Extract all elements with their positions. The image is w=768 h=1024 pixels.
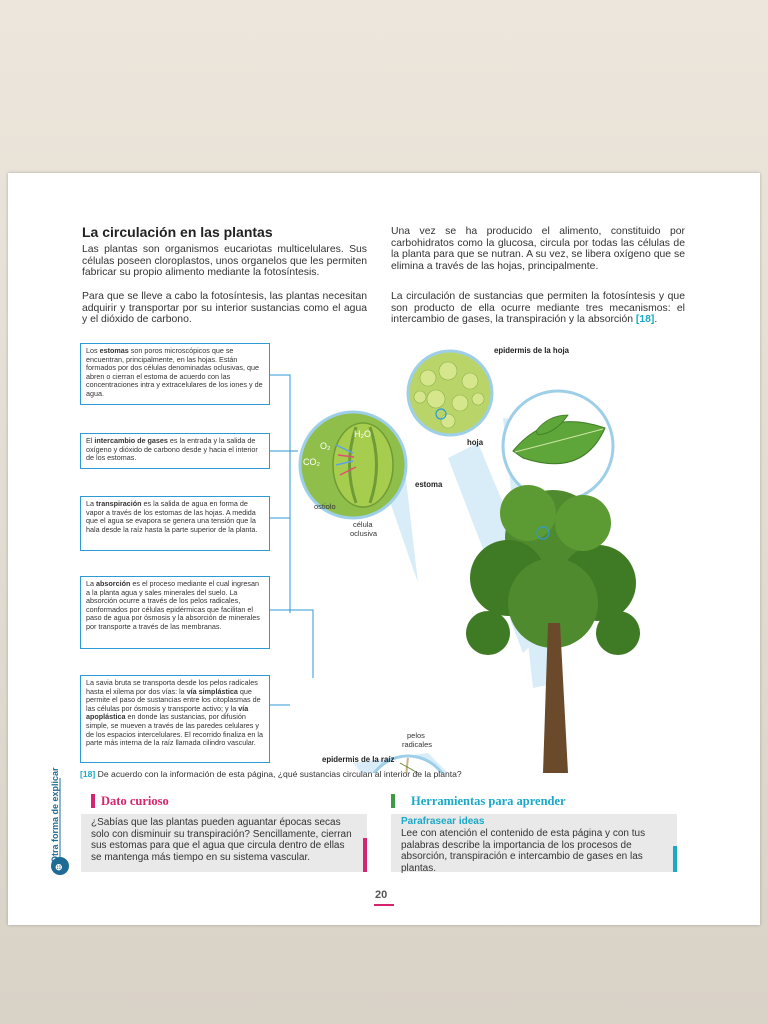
right-paragraph-2: La circulación de sustancias que permiten la fotosíntesis y que son producto de ella ocurre mediante tres mecanismos: el intercambio de gases, la transpiración y la absorción [18]. <box>391 291 685 326</box>
box-estomas: Los estomas son poros microscópicos que se encuentran, principalmente, en las hojas. Están formados por dos células denominadas oclusivas, que abren o cierran el estoma de acuerdo con las concentraciones intra y extracelulares de los iones y de agua. <box>80 343 270 405</box>
label-ostiolo: ostiolo <box>314 502 336 511</box>
label-pelos: pelos <box>407 731 425 740</box>
herramientas-subtitle: Parafrasear ideas <box>401 816 485 827</box>
sidebar-text: Otra forma de explicar <box>50 767 60 863</box>
box-absorcion: La absorción es el proceso mediante el cual ingresan a la planta agua y sales minerales del suelo. La absorción ocurre a través de los pelos radicales, conformados por células epidérmicas que facilitan el paso de agua por ósmosis y la absorción de minerales por transporte a través de las membranas. <box>80 576 270 649</box>
label-estoma: estoma <box>415 480 443 489</box>
intro-paragraph-2: Para que se lleve a cabo la fotosíntesis, las plantas necesitan adquirir y transportar por su interior sustancias como el agua y el dióxido de carbono. <box>82 291 367 326</box>
svg-text:⊕: ⊕ <box>55 862 63 872</box>
label-hoja: hoja <box>467 438 484 447</box>
page-number: 20 <box>375 889 388 901</box>
herramientas-text: Lee con atención el contenido de esta página y con tus palabras describe la importancia de los procesos de absorción, transpiración e intercambio de gases en las plantas. <box>401 828 646 874</box>
herramientas-card <box>391 790 677 872</box>
co2-label: CO₂ <box>303 457 320 467</box>
label-oclusiva: oclusiva <box>350 529 378 538</box>
label-epidermis-hoja: epidermis de la hoja <box>494 346 569 355</box>
dato-curioso-title: Dato curioso <box>101 794 169 808</box>
textbook-page <box>8 173 760 925</box>
label-radicales: radicales <box>402 740 433 749</box>
question-18: [18] De acuerdo con la información de esta página, ¿qué sustancias circulan al interior de la planta? <box>80 769 462 779</box>
box-transpiracion: La transpiración es la salida de agua en forma de vapor a través de los estomas de las hojas. A medida que el agua se evapora se genera una tensión que la hala desde la raíz hasta la parte superior de la planta. <box>80 496 270 551</box>
page-title: La circulación en las plantas <box>82 224 273 240</box>
dato-curioso-card <box>81 790 367 872</box>
h2o-label: H₂O <box>354 429 371 439</box>
herramientas-title: Herramientas para aprender <box>411 794 566 808</box>
dato-curioso-text: ¿Sabías que las plantas pueden aguantar épocas secas solo con disminuir su transpiración? Sencillamente, cierran sus estomas para que el agua que circula dentro de ellas se mantenga más tiempo en su sistema vascular. <box>91 817 352 863</box>
plant-illustration <box>8 333 760 773</box>
right-paragraph-1: Una vez se ha producido el alimento, constituido por carbohidratos como la glucosa, circula por todas las células de la planta para que se nutran. A su vez, se libera oxígeno que se elimina a través de las hojas, principalmente. <box>391 226 685 272</box>
label-celula: célula <box>353 520 373 529</box>
box-savia: La savia bruta se transporta desde los pelos radicales hasta el xilema por dos vías: la vía simplástica que permite el paso de sustancias entre los citoplasmas de las células por ósmosis y transporte activo; y la vía apoplástica en donde las sustancias, por difusión simple, se mueven a través de las paredes celulares y de los espacios intercelulares. El recorrido finaliza en la parte más interna de la raíz llamada cilindro vascular. <box>80 675 270 763</box>
label-epidermis-raiz: epidermis de la raíz <box>322 755 395 764</box>
intro-paragraph-1: Las plantas son organismos eucariotas multicelulares. Sus células poseen cloroplastos, unos organelos que les permiten fabricar su propio alimento mediante la fotosíntesis. <box>82 244 367 279</box>
box-intercambio: El intercambio de gases es la entrada y la salida de oxígeno y dióxido de carbono desde y hacia el interior de los estomas. <box>80 433 270 469</box>
o2-label: O₂ <box>320 441 331 451</box>
page-number-underline <box>374 904 394 906</box>
